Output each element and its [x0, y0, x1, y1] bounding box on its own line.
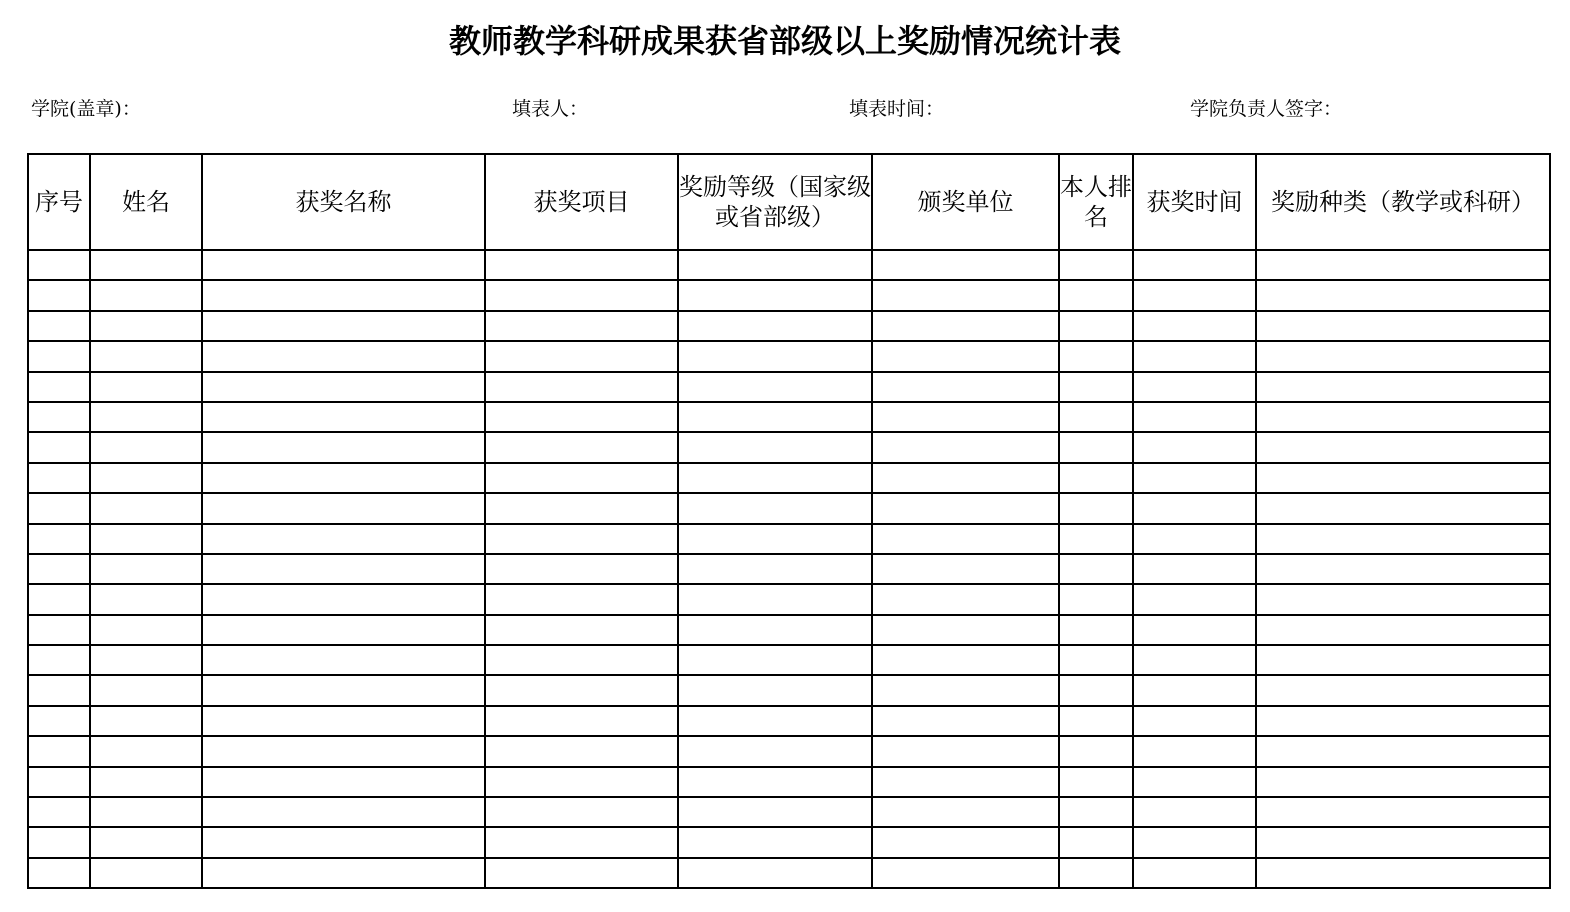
table-cell[interactable]	[90, 402, 202, 432]
table-cell[interactable]	[1133, 767, 1256, 797]
table-cell[interactable]	[872, 706, 1059, 736]
table-body	[28, 250, 1550, 888]
table-cell[interactable]	[485, 736, 678, 766]
award-stats-table	[27, 153, 1551, 889]
table-cell[interactable]	[28, 706, 90, 736]
table-cell[interactable]	[28, 675, 90, 705]
table-cell[interactable]	[1256, 341, 1550, 371]
table-cell[interactable]	[1133, 736, 1256, 766]
table-cell[interactable]	[485, 827, 678, 857]
table-cell[interactable]	[678, 736, 872, 766]
table-cell[interactable]	[1133, 341, 1256, 371]
table-cell[interactable]	[1133, 493, 1256, 523]
table-cell[interactable]	[872, 402, 1059, 432]
table-cell[interactable]	[678, 463, 872, 493]
table-cell[interactable]	[202, 615, 485, 645]
table-cell[interactable]	[485, 554, 678, 584]
table-cell[interactable]	[202, 463, 485, 493]
table-cell[interactable]	[90, 767, 202, 797]
table-header-row	[28, 154, 1550, 250]
table-row	[28, 675, 1550, 705]
table-cell[interactable]	[1256, 736, 1550, 766]
table-cell[interactable]	[1059, 524, 1133, 554]
table-cell[interactable]	[28, 372, 90, 402]
table-row	[28, 767, 1550, 797]
table-cell[interactable]	[1256, 524, 1550, 554]
table-cell[interactable]	[202, 858, 485, 888]
table-cell[interactable]	[1059, 767, 1133, 797]
table-cell[interactable]	[872, 463, 1059, 493]
table-cell[interactable]	[90, 554, 202, 584]
table-cell[interactable]	[1133, 432, 1256, 462]
table-row	[28, 493, 1550, 523]
table-cell[interactable]	[28, 493, 90, 523]
table-cell[interactable]	[485, 432, 678, 462]
table-cell[interactable]	[485, 250, 678, 280]
table-cell[interactable]	[485, 615, 678, 645]
table-cell[interactable]	[678, 706, 872, 736]
table-cell[interactable]	[1256, 372, 1550, 402]
table-cell[interactable]	[678, 615, 872, 645]
table-cell[interactable]	[90, 706, 202, 736]
table-row	[28, 432, 1550, 462]
dean-signature-label: 学院负责人签字：	[1190, 98, 1343, 120]
table-cell[interactable]	[678, 341, 872, 371]
table-cell[interactable]	[202, 402, 485, 432]
table-cell[interactable]	[678, 675, 872, 705]
table-cell[interactable]	[1059, 341, 1133, 371]
table-cell[interactable]	[202, 706, 485, 736]
table-cell[interactable]	[28, 463, 90, 493]
fill-time-label: 填表时间：	[849, 98, 945, 120]
table-cell[interactable]	[1133, 645, 1256, 675]
table-cell[interactable]	[28, 645, 90, 675]
table-cell[interactable]	[1256, 645, 1550, 675]
table-cell[interactable]	[28, 250, 90, 280]
table-cell[interactable]	[90, 858, 202, 888]
table-row	[28, 524, 1550, 554]
table-cell[interactable]	[485, 706, 678, 736]
table-cell[interactable]	[1256, 402, 1550, 432]
table-cell[interactable]	[202, 584, 485, 614]
filler-label: 填表人：	[512, 98, 589, 120]
table-cell[interactable]	[90, 280, 202, 310]
table-cell[interactable]	[90, 645, 202, 675]
table-cell[interactable]	[28, 524, 90, 554]
table-cell[interactable]	[1059, 280, 1133, 310]
table-cell[interactable]	[202, 341, 485, 371]
table-cell[interactable]	[872, 797, 1059, 827]
table-cell[interactable]	[1256, 827, 1550, 857]
table-cell[interactable]	[1133, 675, 1256, 705]
table-cell[interactable]	[1133, 584, 1256, 614]
table-cell[interactable]	[90, 493, 202, 523]
table-cell[interactable]	[678, 767, 872, 797]
table-cell[interactable]	[28, 432, 90, 462]
table-cell[interactable]	[90, 736, 202, 766]
table-cell[interactable]	[1256, 432, 1550, 462]
table-cell[interactable]	[28, 341, 90, 371]
table-cell[interactable]	[678, 645, 872, 675]
table-cell[interactable]	[1256, 584, 1550, 614]
table-row	[28, 250, 1550, 280]
table-cell[interactable]	[678, 311, 872, 341]
header-award-level: 奖励等级（国家级或省部级）	[678, 154, 872, 250]
table-cell[interactable]	[1059, 311, 1133, 341]
table-cell[interactable]	[872, 675, 1059, 705]
table-cell[interactable]	[1133, 827, 1256, 857]
table-cell[interactable]	[1256, 858, 1550, 888]
table-cell[interactable]	[485, 493, 678, 523]
table-cell[interactable]	[1059, 615, 1133, 645]
table-cell[interactable]	[28, 797, 90, 827]
table-cell[interactable]	[202, 280, 485, 310]
table-cell[interactable]	[28, 311, 90, 341]
table-row	[28, 311, 1550, 341]
table-cell[interactable]	[485, 645, 678, 675]
table-cell[interactable]	[28, 280, 90, 310]
table-cell[interactable]	[1133, 554, 1256, 584]
table-cell[interactable]	[678, 432, 872, 462]
header-award-time: 获奖时间	[1133, 154, 1256, 250]
table-cell[interactable]	[1256, 463, 1550, 493]
table-row	[28, 736, 1550, 766]
table-cell[interactable]	[90, 675, 202, 705]
table-cell[interactable]	[1133, 858, 1256, 888]
table-cell[interactable]	[1133, 463, 1256, 493]
college-seal-label: 学院(盖章)：	[31, 98, 141, 120]
table-cell[interactable]	[872, 584, 1059, 614]
table-cell[interactable]	[1133, 706, 1256, 736]
table-cell[interactable]	[678, 280, 872, 310]
table-cell[interactable]	[678, 554, 872, 584]
table-cell[interactable]	[678, 372, 872, 402]
table-cell[interactable]	[1133, 372, 1256, 402]
table-cell[interactable]	[90, 524, 202, 554]
table-cell[interactable]	[1059, 493, 1133, 523]
table-cell[interactable]	[28, 736, 90, 766]
table-cell[interactable]	[678, 858, 872, 888]
table-cell[interactable]	[1256, 311, 1550, 341]
table-cell[interactable]	[872, 615, 1059, 645]
table-cell[interactable]	[1256, 706, 1550, 736]
table-cell[interactable]	[1256, 615, 1550, 645]
table-cell[interactable]	[678, 797, 872, 827]
table-cell[interactable]	[872, 767, 1059, 797]
table-cell[interactable]	[90, 432, 202, 462]
table-cell[interactable]	[1256, 797, 1550, 827]
table-cell[interactable]	[678, 827, 872, 857]
table-cell[interactable]	[1059, 706, 1133, 736]
table-cell[interactable]	[202, 250, 485, 280]
page-title: 教师教学科研成果获省部级以上奖励情况统计表	[448, 22, 1121, 60]
table-cell[interactable]	[872, 250, 1059, 280]
table-row	[28, 402, 1550, 432]
table-cell[interactable]	[1133, 615, 1256, 645]
table-cell[interactable]	[202, 797, 485, 827]
table-cell[interactable]	[872, 736, 1059, 766]
table-cell[interactable]	[1133, 402, 1256, 432]
table-cell[interactable]	[872, 493, 1059, 523]
table-cell[interactable]	[1059, 675, 1133, 705]
table-cell[interactable]	[1059, 584, 1133, 614]
table-cell[interactable]	[1059, 250, 1133, 280]
table-cell[interactable]	[90, 827, 202, 857]
table-cell[interactable]	[28, 584, 90, 614]
table-row	[28, 372, 1550, 402]
table-cell[interactable]	[485, 341, 678, 371]
table-cell[interactable]	[90, 311, 202, 341]
table-cell[interactable]	[1133, 311, 1256, 341]
table-cell[interactable]	[1256, 554, 1550, 584]
table-cell[interactable]	[1059, 463, 1133, 493]
table-row	[28, 706, 1550, 736]
table-cell[interactable]	[485, 372, 678, 402]
table-row	[28, 463, 1550, 493]
table-row	[28, 645, 1550, 675]
table-cell[interactable]	[485, 280, 678, 310]
table-cell[interactable]	[485, 797, 678, 827]
table-cell[interactable]	[1256, 767, 1550, 797]
table-cell[interactable]	[1256, 493, 1550, 523]
table-cell[interactable]	[1133, 524, 1256, 554]
table-row	[28, 554, 1550, 584]
table-cell[interactable]	[485, 767, 678, 797]
table-cell[interactable]	[90, 615, 202, 645]
table-cell[interactable]	[678, 402, 872, 432]
header-personal-rank: 本人排名	[1059, 154, 1133, 250]
header-serial-number: 序号	[28, 154, 90, 250]
table-cell[interactable]	[1059, 736, 1133, 766]
table-cell[interactable]	[1256, 675, 1550, 705]
table-cell[interactable]	[1133, 280, 1256, 310]
table-cell[interactable]	[872, 280, 1059, 310]
table-cell[interactable]	[90, 584, 202, 614]
table-cell[interactable]	[485, 463, 678, 493]
header-awarding-unit: 颁奖单位	[872, 154, 1059, 250]
table-cell[interactable]	[1059, 372, 1133, 402]
table-cell[interactable]	[90, 341, 202, 371]
table-cell[interactable]	[678, 493, 872, 523]
header-award-category: 奖励种类（教学或科研）	[1256, 154, 1550, 250]
table-cell[interactable]	[202, 675, 485, 705]
table-cell[interactable]	[1059, 797, 1133, 827]
table-row	[28, 280, 1550, 310]
table-cell[interactable]	[485, 402, 678, 432]
table-cell[interactable]	[90, 797, 202, 827]
table-cell[interactable]	[872, 858, 1059, 888]
table-cell[interactable]	[1133, 250, 1256, 280]
header-award-name: 获奖名称	[202, 154, 485, 250]
table-row	[28, 341, 1550, 371]
table-cell[interactable]	[28, 615, 90, 645]
header-name: 姓名	[90, 154, 202, 250]
table-cell[interactable]	[1059, 827, 1133, 857]
table-cell[interactable]	[872, 554, 1059, 584]
table-row	[28, 797, 1550, 827]
table-cell[interactable]	[1059, 402, 1133, 432]
table-cell[interactable]	[90, 463, 202, 493]
table-cell[interactable]	[202, 493, 485, 523]
table-cell[interactable]	[202, 736, 485, 766]
table-cell[interactable]	[1059, 645, 1133, 675]
table-cell[interactable]	[28, 402, 90, 432]
table-row	[28, 584, 1550, 614]
table-cell[interactable]	[202, 645, 485, 675]
table-cell[interactable]	[202, 554, 485, 584]
table-row	[28, 827, 1550, 857]
table-cell[interactable]	[485, 675, 678, 705]
table-cell[interactable]	[872, 524, 1059, 554]
table-cell[interactable]	[872, 432, 1059, 462]
table-cell[interactable]	[1256, 280, 1550, 310]
table-cell[interactable]	[872, 311, 1059, 341]
table-cell[interactable]	[90, 372, 202, 402]
table-cell[interactable]	[678, 250, 872, 280]
table-cell[interactable]	[872, 827, 1059, 857]
table-cell[interactable]	[1133, 797, 1256, 827]
table-cell[interactable]	[485, 311, 678, 341]
table-cell[interactable]	[1059, 858, 1133, 888]
table-cell[interactable]	[202, 767, 485, 797]
table-cell[interactable]	[872, 372, 1059, 402]
table-cell[interactable]	[1256, 250, 1550, 280]
table-cell[interactable]	[485, 584, 678, 614]
table-cell[interactable]	[202, 827, 485, 857]
table-cell[interactable]	[485, 524, 678, 554]
table-cell[interactable]	[28, 827, 90, 857]
table-cell[interactable]	[202, 311, 485, 341]
table-cell[interactable]	[678, 584, 872, 614]
table-cell[interactable]	[202, 524, 485, 554]
table-cell[interactable]	[1059, 432, 1133, 462]
table-row	[28, 615, 1550, 645]
table-cell[interactable]	[1059, 554, 1133, 584]
table-cell[interactable]	[28, 858, 90, 888]
table-row	[28, 858, 1550, 888]
table-cell[interactable]	[202, 432, 485, 462]
table-cell[interactable]	[202, 372, 485, 402]
table-cell[interactable]	[678, 524, 872, 554]
table-cell[interactable]	[872, 341, 1059, 371]
table-cell[interactable]	[90, 250, 202, 280]
table-cell[interactable]	[485, 858, 678, 888]
table-cell[interactable]	[28, 554, 90, 584]
table-cell[interactable]	[872, 645, 1059, 675]
table-cell[interactable]	[28, 767, 90, 797]
header-award-project: 获奖项目	[485, 154, 678, 250]
